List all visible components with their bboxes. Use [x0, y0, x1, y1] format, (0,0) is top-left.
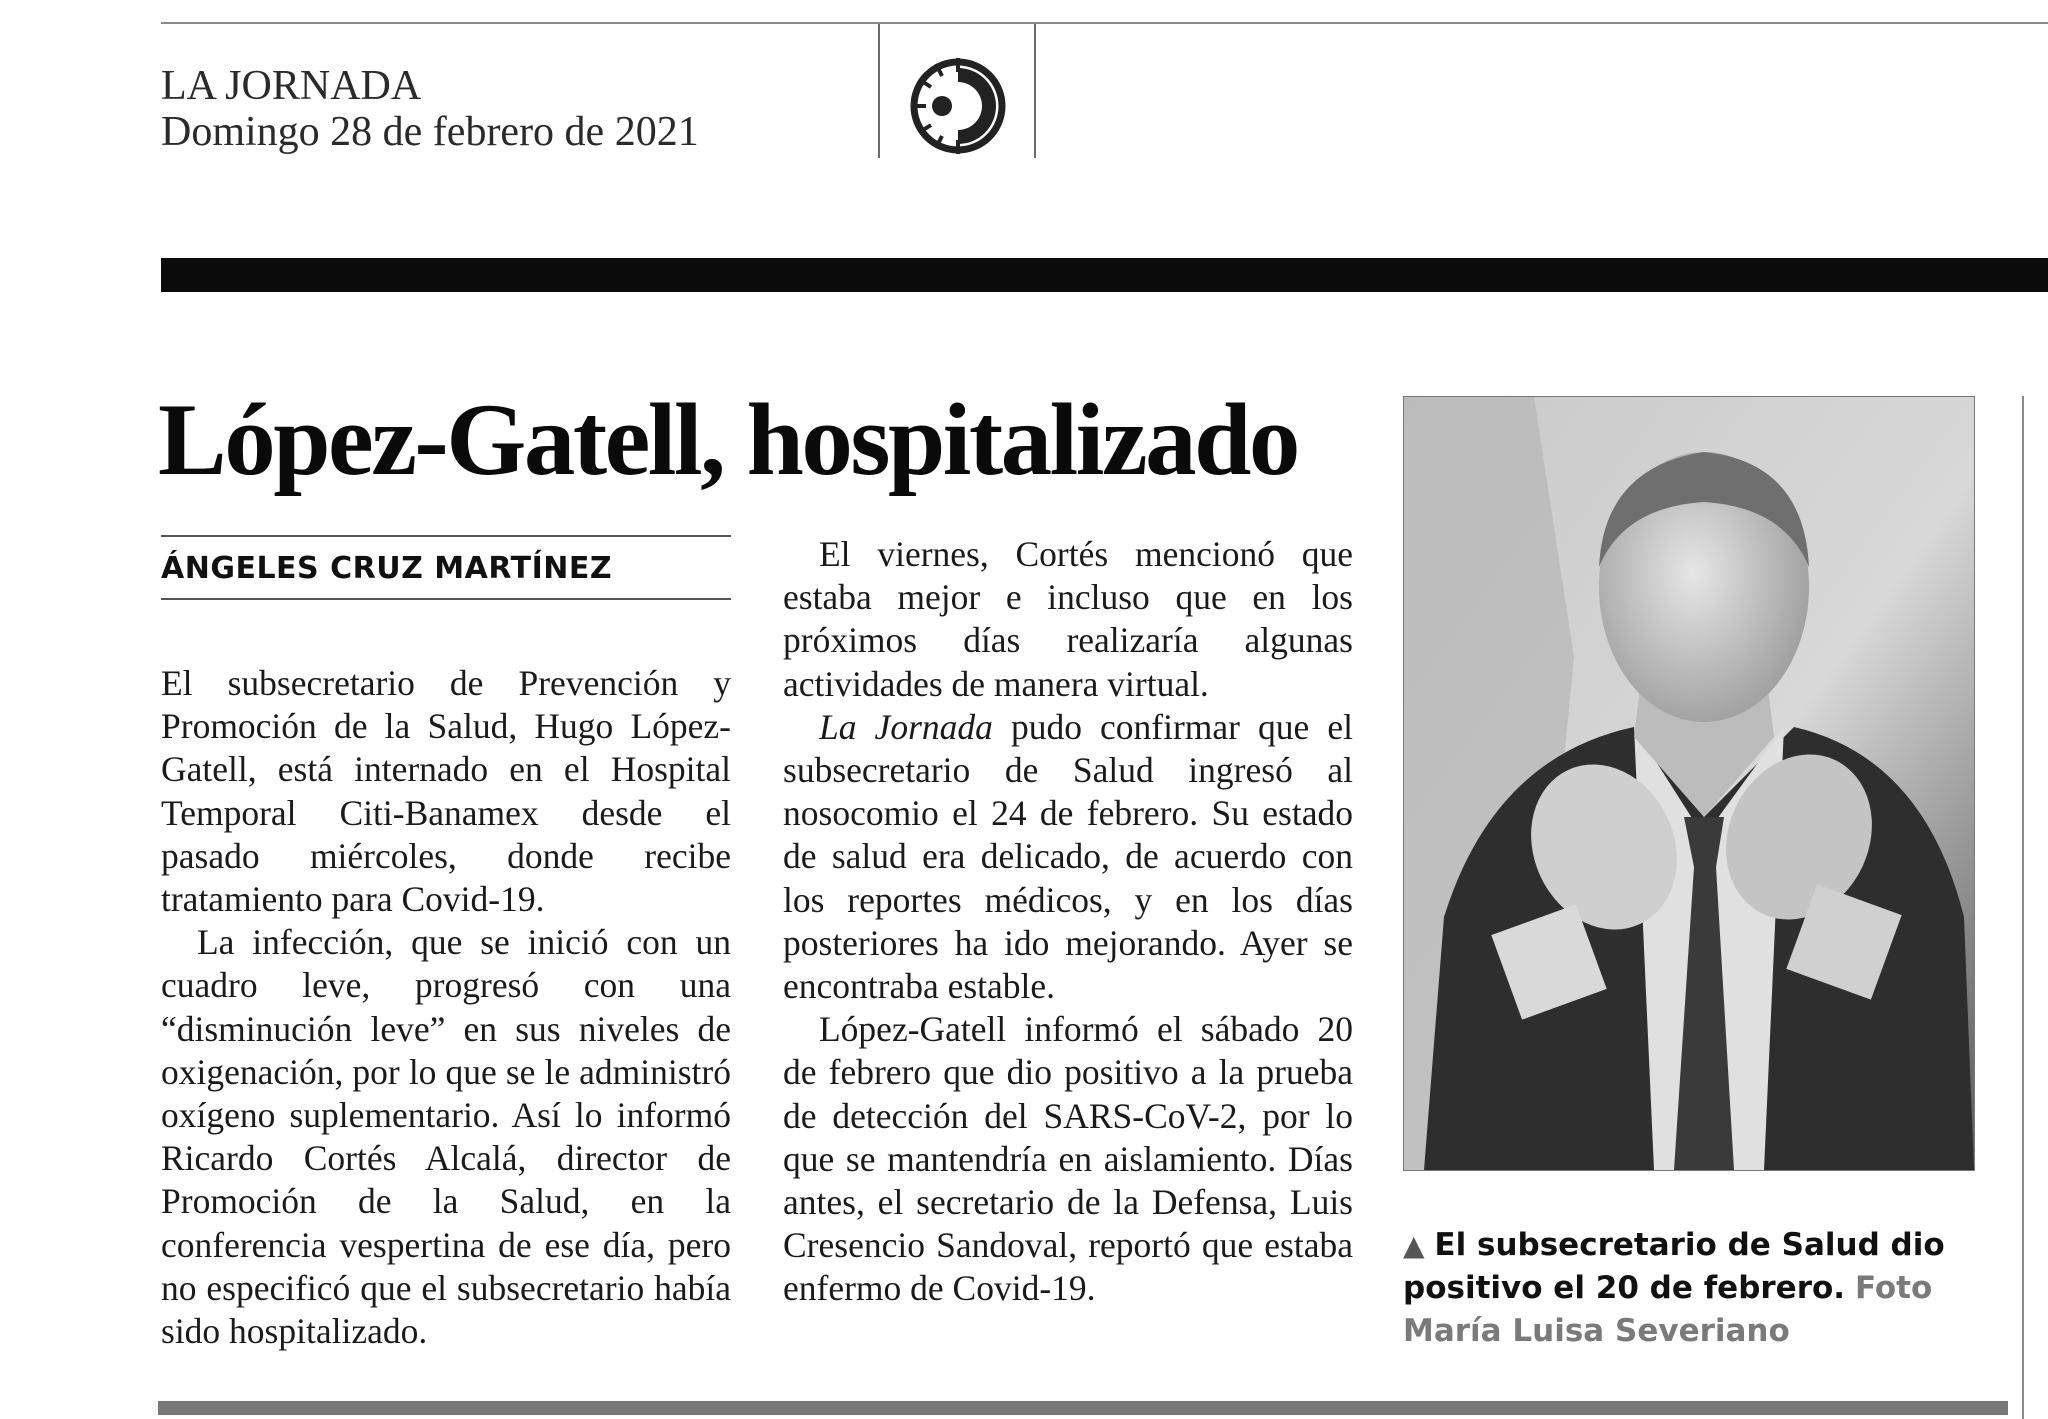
paragraph: El viernes, Cortés mencionó que estaba mejor e incluso que en los próximos días realizaría algunas actividades de manera virtual. — [783, 534, 1353, 704]
paragraph: La infección, que se inició con un cuadro leve, progresó con una “disminución leve” en sus niveles de oxigenación, por lo que se le administró oxígeno suplementario. Así lo informó Ricardo Cortés Alcalá, director de Promoción de la Salud, en la conferencia vespertina de ese día, pero no especificó que el subsecretario había sido hospitalizado. — [161, 922, 731, 1352]
byline-rule — [161, 598, 731, 600]
publication-name: LA JORNADA — [161, 63, 422, 109]
bottom-rule — [158, 1401, 2008, 1415]
header-divider — [878, 24, 880, 158]
top-rule — [161, 22, 2048, 24]
caption-text: El subsecretario de Salud dio positivo el 20 de febrero. — [1403, 1227, 1945, 1306]
article-column-1 — [161, 662, 731, 1353]
caption-marker-icon: ▲ — [1403, 1229, 1425, 1262]
section-bar — [161, 258, 2048, 292]
paragraph: López-Gatell informó el sábado 20 de febrero que dio positivo a la prueba de detección del SARS-CoV-2, por lo que se mantendría en aislamiento. Días antes, el secretario de la Defensa, Luis Cresencio Sandoval, reportó que estaba enfermo de Covid-19. — [783, 1009, 1353, 1309]
photo-credit: Foto María Luisa Severiano — [1403, 1270, 1933, 1349]
article-photo — [1403, 396, 1975, 1171]
paragraph-text: pudo confirmar que el subsecretario de Salud ingresó al nosocomio el 24 de febrero. Su estado de salud era delicado, de acuerdo con los reportes médicos, y en los días posteriores ha ido mejorando. Ayer se encontraba estable. — [783, 706, 1353, 1007]
article-column-2 — [783, 533, 1353, 1311]
portrait-photo — [1404, 397, 1974, 1170]
byline-rule — [161, 535, 731, 537]
newspaper-name: La Jornada — [819, 706, 993, 747]
headline: López-Gatell, hospitalizado — [158, 383, 1298, 497]
paragraph: El subsecretario de Prevención y Promoción de la Salud, Hugo López-Gatell, está internado en el Hospital Temporal Citi-Banamex desde el pasado miércoles, donde recibe tratamiento para Covid-19. — [161, 663, 731, 920]
photo-caption — [1403, 1224, 2003, 1353]
paragraph — [783, 706, 1353, 1008]
sun-logo-icon — [902, 50, 1014, 162]
publication-date: Domingo 28 de febrero de 2021 — [161, 109, 699, 155]
byline: ÁNGELES CRUZ MARTÍNEZ — [161, 551, 613, 586]
header-divider — [1034, 24, 1036, 158]
column-rule — [2022, 396, 2024, 1419]
